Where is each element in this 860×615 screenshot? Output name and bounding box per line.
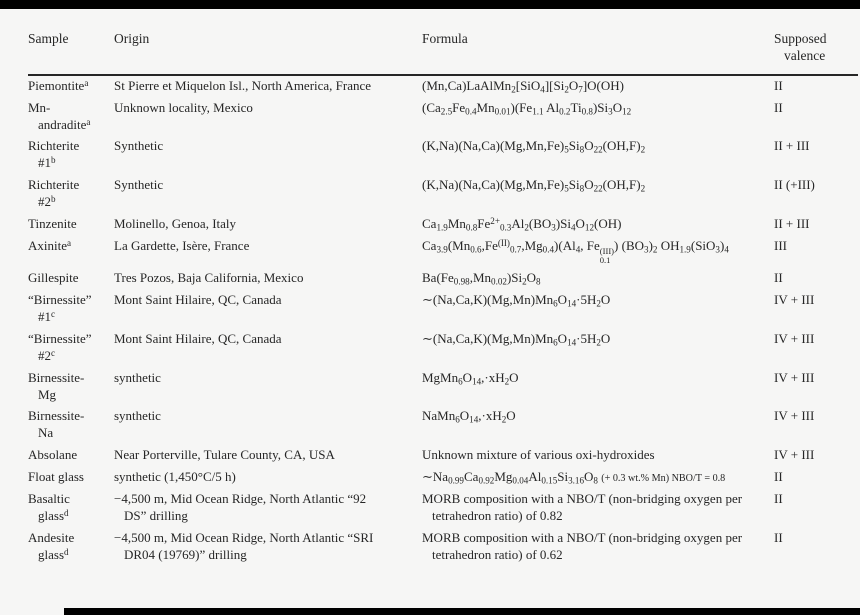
origin-text: −4,500 m, Mid Ocean Ridge, North Atlantic “SRI DR04 (19769)” drilling [114,529,374,562]
origin-cell [114,75,422,98]
bottom-black-bar [64,608,860,615]
origin-cell [114,136,422,175]
formula-cell [422,528,774,567]
origin-text: synthetic [114,408,161,424]
sample-cell [28,290,114,329]
table-row [28,406,858,445]
valence-cell [774,98,858,137]
sample-cell [28,214,114,236]
origin-cell [114,528,422,567]
origin-text: Unknown locality, Mexico [114,99,253,115]
origin-text: synthetic (1,450°C/5 h) [114,469,236,485]
valence-text: II [774,270,783,286]
col-header-origin-label: Origin [114,31,150,46]
sample-name: Mn- andradite$^a$ [28,99,91,132]
valence-cell [774,489,858,528]
formula-text: $(K,Na)(Na,Ca)(Mg,Mn,Fe)_5Si_8O_{22}(OH,F)_2$ [422,138,646,155]
origin-text: St Pierre et Miquelon Isl., North America, France [114,77,372,93]
origin-cell [114,368,422,407]
table-row [28,489,858,528]
formula-cell [422,368,774,407]
sample-cell [28,528,114,567]
table-row [28,329,858,368]
formula-cell [422,290,774,329]
valence-text: IV + III [774,369,815,385]
col-header-supposed-valence-label: Supposed valence [774,31,827,63]
header-row [28,31,858,75]
sample-cell [28,329,114,368]
formula-text: $(K,Na)(Na,Ca)(Mg,Mn,Fe)_5Si_8O_{22}(OH,F)_2$ [422,177,646,194]
sample-name: Andesite glass$^d$ [28,529,75,562]
origin-text: Synthetic [114,177,164,193]
table-row [28,175,858,214]
col-header-formula-label: Formula [422,31,468,46]
sample-cell [28,467,114,489]
table-row [28,528,858,567]
origin-text: Synthetic [114,138,164,154]
table-row [28,136,858,175]
sample-cell [28,445,114,467]
origin-text: Mont Saint Hilaire, QC, Canada [114,292,282,308]
sample-name: Piemontite$^a$ [28,77,89,93]
formula-text: $NaMn_6O_{14},\cdot xH_2O$ [422,408,516,425]
valence-text: IV + III [774,447,815,463]
table-row [28,445,858,467]
formula-cell [422,268,774,290]
sample-name: Birnessite- Na [28,408,85,441]
origin-text: Mont Saint Hilaire, QC, Canada [114,330,282,346]
valence-text: II [774,490,783,506]
sample-cell [28,75,114,98]
table-row [28,268,858,290]
sample-name: “Birnessite” #2$^c$ [28,330,92,363]
minerals-table [28,31,858,567]
formula-cell [422,75,774,98]
origin-text: synthetic [114,369,161,385]
sample-table [28,31,858,567]
sample-cell [28,236,114,268]
formula-cell [422,236,774,268]
formula-cell [422,406,774,445]
formula-text: $Ca_{3.9}(Mn_{0.6},Fe^{(II)}_{0.7},Mg_{0.4})(Al_4$, Fe (III) 0.1 ) $(BO_3)_2$ $OH_{1.9}(SiO_3)_4$ [422,237,729,266]
formula-text: $(Ca_{2.5}Fe_{0.4}Mn_{0.01})(Fe_{1.1}$ $Al_{0.2}Ti_{0.8})Si_3O_{12}$ [422,99,632,116]
origin-text: Near Porterville, Tulare County, CA, USA [114,447,335,463]
valence-text: II [774,469,783,485]
sample-cell [28,98,114,137]
valence-text: II (+III) [774,177,815,193]
formula-text: MORB composition with a NBO/T (non-bridging oxygen per tetrahedron ratio) of 0.62 [422,529,743,562]
formula-cell [422,214,774,236]
sample-name: Birnessite- Mg [28,369,85,402]
sample-name: Richterite #1$^b$ [28,138,80,171]
valence-text: II [774,99,783,115]
formula-text: Unknown mixture of various oxi-hydroxides [422,447,655,463]
origin-cell [114,406,422,445]
formula-text: $\sim Na_{0.99}Ca_{0.92}Mg_{0.04}Al_{0.15}Si_{3.16}O_8$ (+ 0.3 wt.% Mn) NBO/T = 0.8 [422,469,726,486]
sample-cell [28,489,114,528]
sample-name: Float glass [28,469,84,485]
valence-cell [774,329,858,368]
valence-cell [774,75,858,98]
origin-cell [114,329,422,368]
formula-cell [422,329,774,368]
valence-text: II [774,77,783,93]
formula-text: $\sim(Na,Ca,K)(Mg,Mn)Mn_6O_{14}\cdot 5H_2O$ [422,330,611,348]
origin-cell [114,214,422,236]
sample-name: Richterite #2$^b$ [28,177,80,210]
origin-cell [114,489,422,528]
valence-cell [774,236,858,268]
valence-cell [774,406,858,445]
sample-cell [28,368,114,407]
origin-cell [114,290,422,329]
sample-cell [28,406,114,445]
origin-cell [114,445,422,467]
table-row [28,467,858,489]
table-row [28,290,858,329]
origin-cell [114,98,422,137]
sample-name: Axinite$^a$ [28,237,72,253]
valence-cell [774,528,858,567]
col-header-sample [28,31,114,75]
origin-cell [114,467,422,489]
formula-text: $Ba(Fe_{0.98},Mn_{0.02})Si_2O_8$ [422,270,541,287]
valence-cell [774,214,858,236]
valence-cell [774,175,858,214]
valence-cell [774,268,858,290]
formula-text: $(Mn,Ca)LaAlMn_2[SiO_4][Si_2O_7]O(OH)$ [422,77,624,95]
sample-cell [28,268,114,290]
origin-text: Tres Pozos, Baja California, Mexico [114,270,304,286]
top-black-bar [0,0,860,9]
table-row [28,368,858,407]
sample-name: “Birnessite” #1$^c$ [28,292,92,324]
table-row [28,75,858,98]
sample-name: Tinzenite [28,215,77,231]
formula-cell [422,467,774,489]
sample-cell [28,175,114,214]
origin-cell [114,175,422,214]
valence-text: IV + III [774,408,815,424]
formula-cell [422,136,774,175]
valence-cell [774,467,858,489]
formula-cell [422,489,774,528]
valence-text: IV + III [774,330,815,346]
table-row [28,214,858,236]
formula-text: $\sim(Na,Ca,K)(Mg,Mn)Mn_6O_{14}\cdot 5H_2O$ [422,292,611,309]
table-row [28,98,858,137]
valence-text: IV + III [774,292,815,308]
col-header-formula [422,31,774,75]
table-row [28,236,858,268]
valence-text: III [774,237,787,253]
origin-text: La Gardette, Isère, France [114,237,250,253]
table-body [28,75,858,567]
sample-name: Gillespite [28,270,79,286]
origin-cell [114,236,422,268]
valence-cell [774,136,858,175]
origin-text: Molinello, Genoa, Italy [114,215,237,231]
col-header-supposed-valence [774,31,858,75]
formula-text: $Ca_{1.9}Mn_{0.8}Fe^{2+}_{0.3}Al_2(BO_3)Si_4O_{12}(OH)$ [422,215,622,233]
formula-text: MORB composition with a NBO/T (non-bridging oxygen per tetrahedron ratio) of 0.82 [422,490,743,523]
formula-text: $MgMn_6O_{14},\cdot xH_2O$ [422,369,519,386]
valence-cell [774,368,858,407]
col-header-origin [114,31,422,75]
formula-cell [422,175,774,214]
sample-cell [28,136,114,175]
sample-name: Absolane [28,447,78,463]
sample-name: Basaltic glass$^d$ [28,490,70,523]
valence-cell [774,445,858,467]
origin-text: −4,500 m, Mid Ocean Ridge, North Atlantic “92 DS” drilling [114,490,367,523]
valence-text: II + III [774,215,810,231]
valence-text: II + III [774,138,810,154]
col-header-sample-label: Sample [28,31,69,46]
valence-cell [774,290,858,329]
formula-cell [422,98,774,137]
valence-text: II [774,529,783,545]
formula-cell [422,445,774,467]
origin-cell [114,268,422,290]
